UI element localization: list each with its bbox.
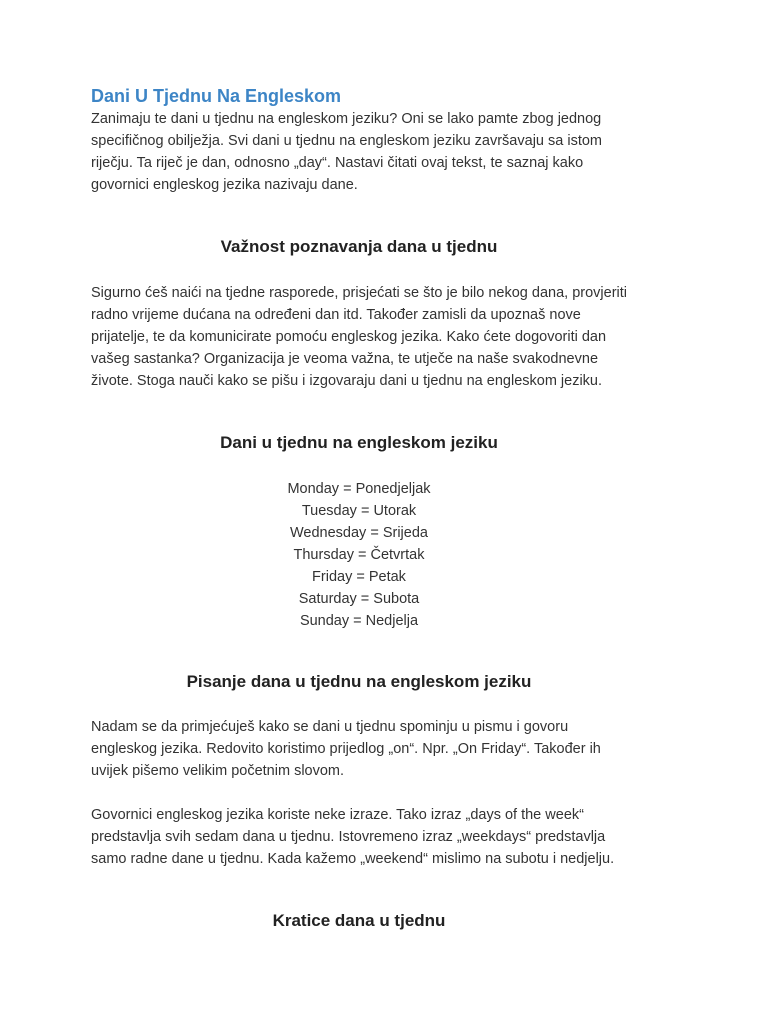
importance-line: živote. Stoga nauči kako se pišu i izgovaraju dani u tjednu na engleskom jeziku. — [91, 373, 603, 389]
section-heading-days: Dani u tjednu na engleskom jeziku — [220, 433, 498, 452]
writing-line: Govornici engleskog jezika koriste neke izraze. Tako izraz „days of the week“ — [91, 807, 584, 823]
intro-line: specifičnog obilježja. Svi dani u tjednu na engleskom jeziku završavaju sa istom — [91, 133, 602, 149]
intro-line: Zanimaju te dani u tjednu na engleskom jeziku? Oni se lako pamte zbog jednog — [91, 111, 602, 127]
writing-line: predstavlja svih sedam dana u tjednu. Istovremeno izraz „weekdays“ predstavlja — [91, 829, 606, 845]
writing-paragraph-1 — [91, 716, 681, 782]
day-item-tuesday: Tuesday = Utorak — [301, 503, 417, 519]
writing-line: samo radne dane u tjednu. Kada kažemo „weekend“ mislimo na subotu i nedjelju. — [91, 851, 615, 867]
section-heading-importance: Važnost poznavanja dana u tjednu — [220, 237, 498, 256]
importance-line: prijatelje, te da komunicirate pomoću engleskog jezika. Kako ćete dogovoriti dan — [91, 329, 607, 345]
section-heading-writing: Pisanje dana u tjednu na engleskom jeziku — [186, 672, 532, 691]
writing-line: Nadam se da primjećuješ kako se dani u tjednu spominju u pismu i govoru — [91, 719, 569, 735]
day-item-saturday: Saturday = Subota — [298, 591, 420, 607]
intro-line: riječju. Ta riječ je dan, odnosno „day“. Nastavi čitati ovaj tekst, te saznaj kako — [91, 155, 584, 171]
day-item-friday: Friday = Petak — [312, 569, 406, 585]
writing-line: uvijek pišemo velikim početnim slovom. — [91, 763, 345, 779]
importance-line: vašeg sastanka? Organizacija je veoma važna, te utječe na naše svakodnevne — [91, 351, 599, 367]
day-item-wednesday: Wednesday = Srijeda — [290, 525, 428, 541]
document-title: Dani U Tjednu Na Engleskom — [91, 86, 342, 106]
section-heading-abbreviations: Kratice dana u tjednu — [272, 911, 446, 930]
writing-line: engleskog jezika. Redovito koristimo prijedlog „on“. Npr. „On Friday“. Također ih — [91, 741, 601, 757]
day-item-thursday: Thursday = Četvrtak — [293, 547, 425, 563]
writing-paragraph-2 — [91, 804, 681, 870]
days-list — [91, 478, 627, 632]
intro-paragraph — [91, 108, 681, 196]
intro-line: govornici engleskog jezika nazivaju dane. — [91, 177, 358, 193]
importance-paragraph — [91, 282, 681, 392]
importance-line: radno vrijeme dućana na određeni dan itd. Također zamisli da upoznaš nove — [91, 307, 581, 323]
day-item-monday: Monday = Ponedjeljak — [287, 481, 431, 497]
day-item-sunday: Sunday = Nedjelja — [299, 613, 419, 629]
importance-line: Sigurno ćeš naići na tjedne rasporede, prisjećati se što je bilo nekog dana, provjeriti — [91, 285, 628, 301]
